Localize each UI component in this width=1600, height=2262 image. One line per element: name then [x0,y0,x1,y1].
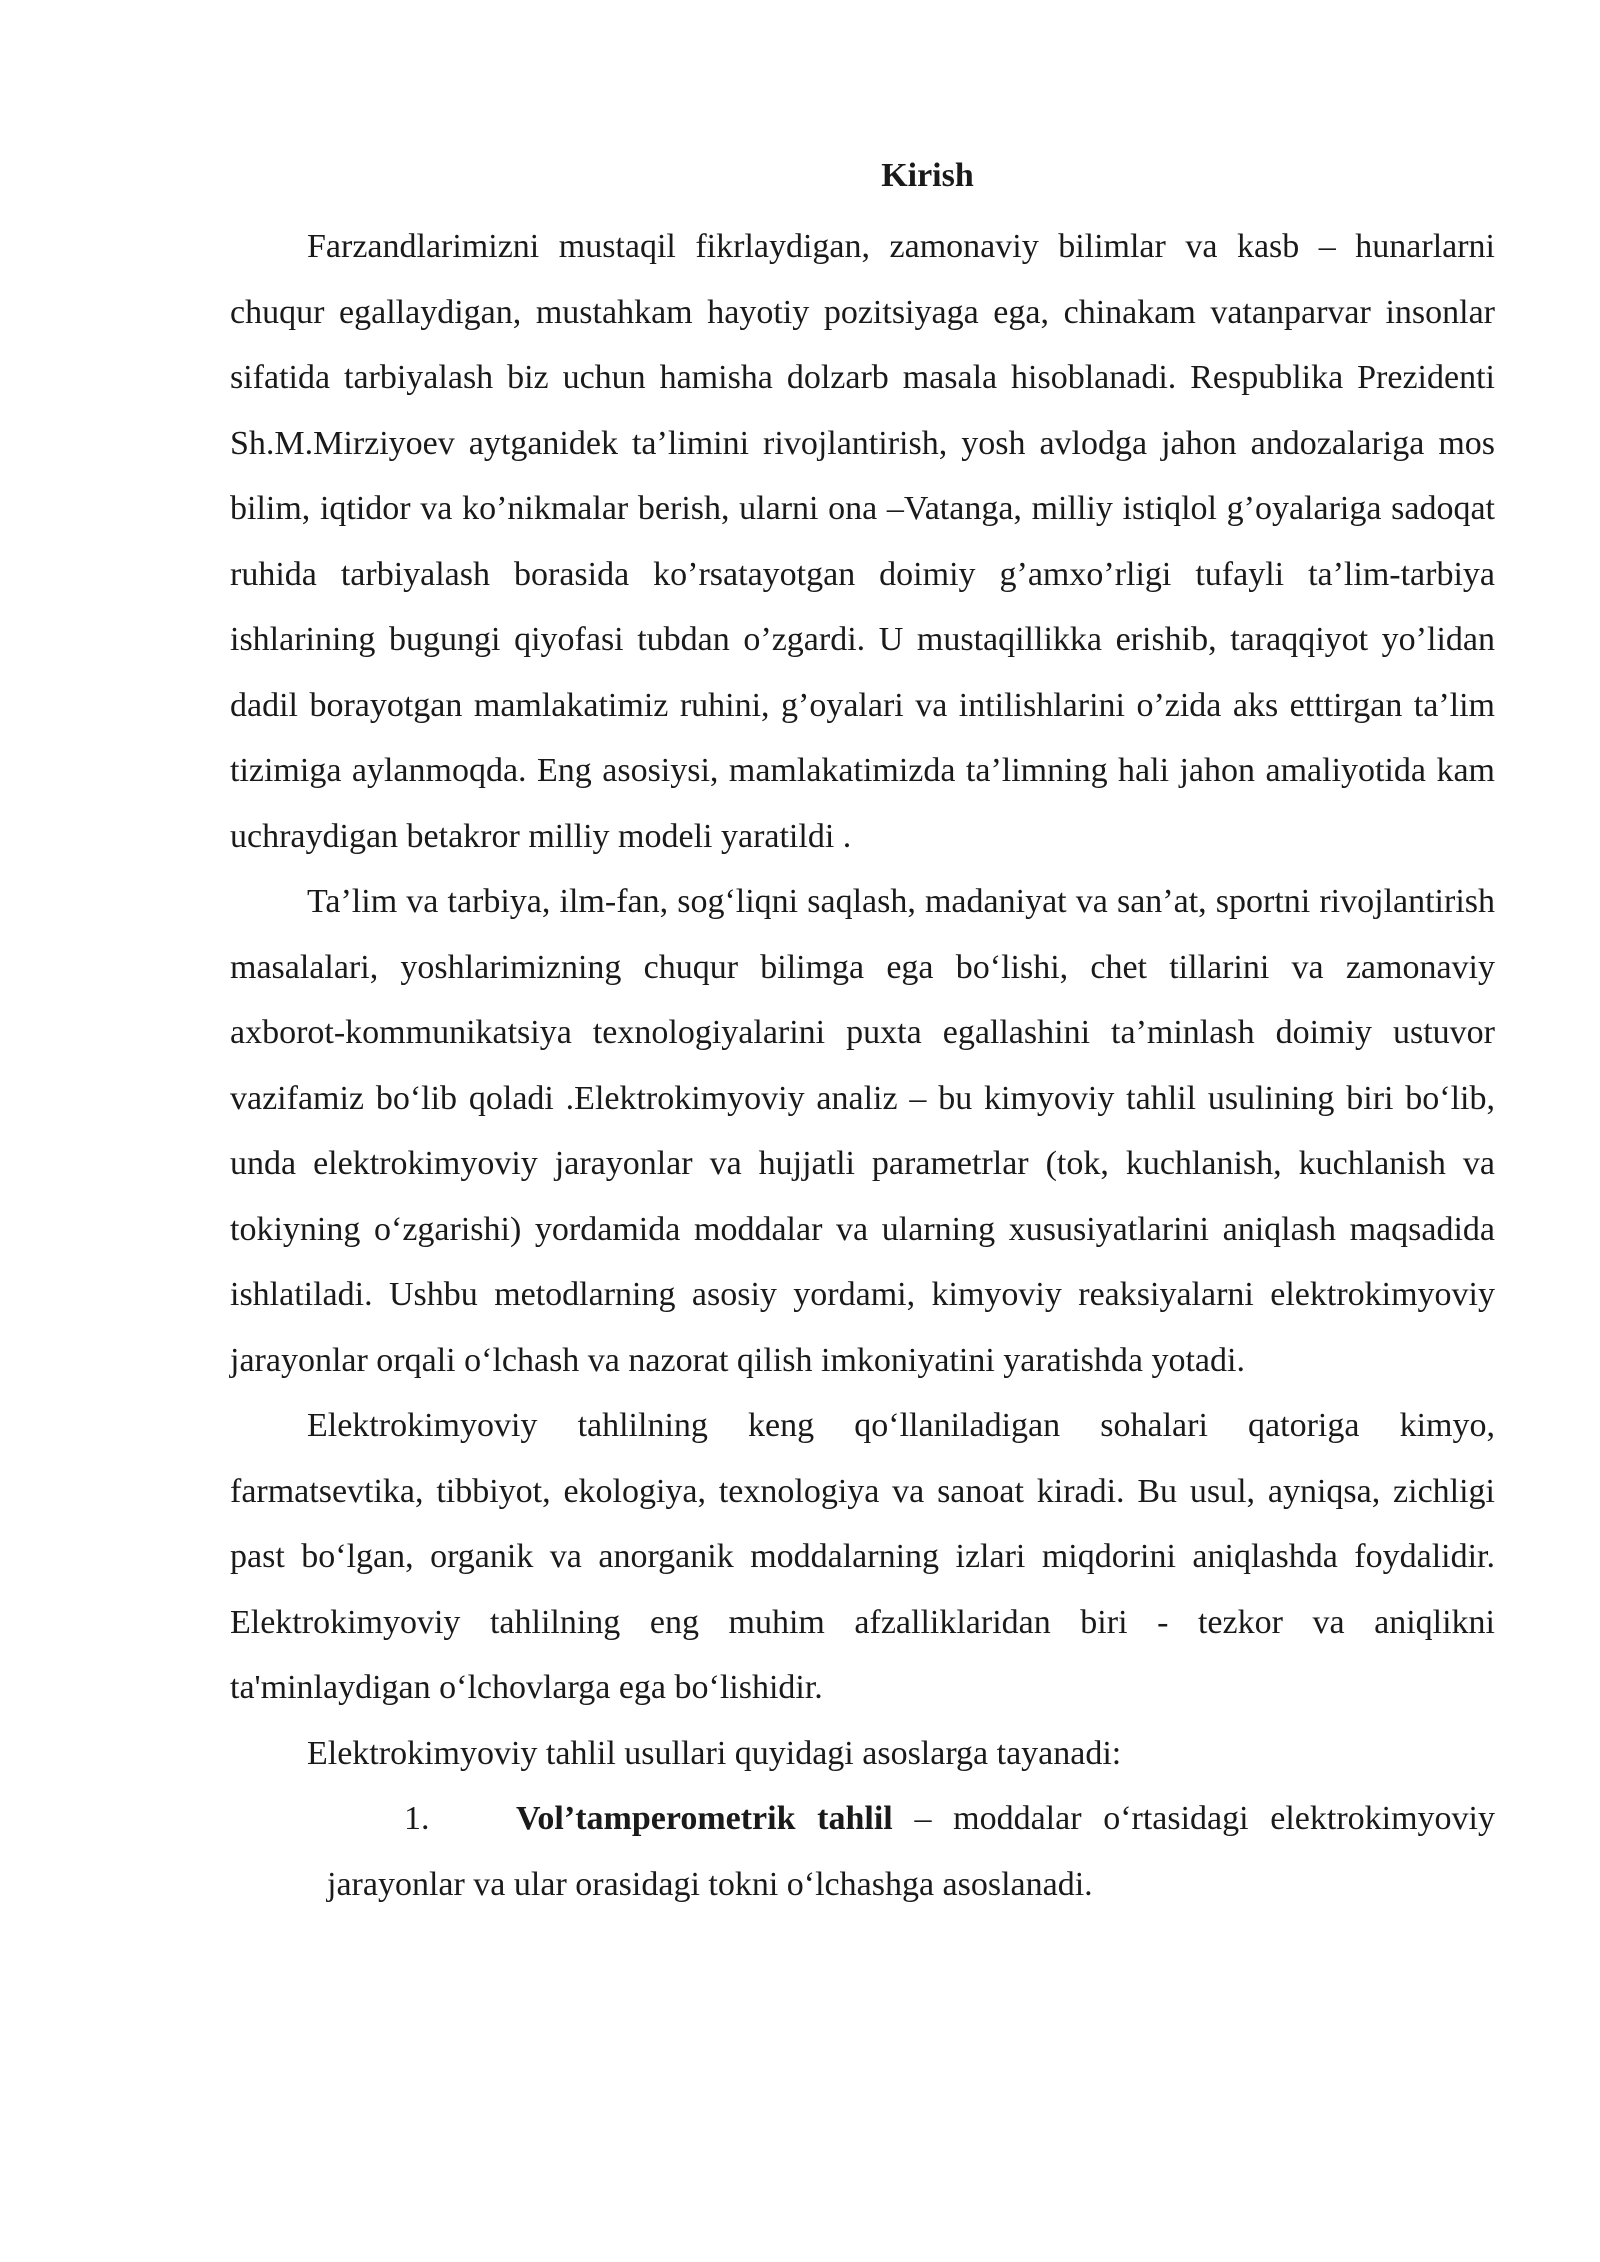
paragraph-1: Farzandlarimizni mustaqil fikrlaydigan, zamonaviy bilimlar va kasb – hunarlarni chuqur egallaydigan, mustahkam hayotiy pozitsiyaga ega, chinakam vatanparvar insonlar sifatida tarbiyalash biz uchun hamisha dolzarb masala hisoblanadi. Respublika Prezidenti Sh.M.Mirziyoev aytganidek ta’limini rivojlantirish, yosh avlodga jahon andozalariga mos bilim, iqtidor va ko’nikmalar berish, ularni ona –Vatanga, milliy istiqlol g’oyalariga sadoqat ruhida tarbiyalash borasida ko’rsatayotgan doimiy g’amxo’rligi tufayli ta’lim-tarbiya ishlarining bugungi qiyofasi tubdan o’zgardi. U mustaqillikka erishib, taraqqiyot yo’lidan dadil borayotgan mamlakatimiz ruhini, g’oyalari va intilishlarini o’zida aks etttirgan ta’lim tizimiga aylanmoqda. Eng asosiysi, mamlakatimizda ta’limning hali jahon amaliyotida kam uchraydigan betakror milliy modeli yaratildi . [230,228,1495,855]
document-page [230,148,1495,1917]
paragraph-4: Elektrokimyoviy tahlil usullari quyidagi asoslarga tayanadi: [307,1734,1122,1772]
document-title: Kirish [881,157,974,194]
paragraph-2: Ta’lim va tarbiya, ilm-fan, sog‘liqni saqlash, madaniyat va san’at, sportni rivojlantirish masalalari, yoshlarimizning chuqur bilimga ega bo‘lishi, chet tillarini va zamonaviy axborot-kommunikatsiya texnologiyalarini puxta egallashini ta’minlash doimiy ustuvor vazifamiz bo‘lib qoladi .Elektrokimyoviy analiz – bu kimyoviy tahlil usulining biri bo‘lib, unda elektrokimyoviy jarayonlar va hujjatli parametrlar (tok, kuchlanish, kuchlanish va tokiyning o‘zgarishi) yordamida moddalar va ularning xususiyatlarini aniqlash maqsadida ishlatiladi. Ushbu metodlarning asosiy yordami, kimyoviy reaksiyalarni elektrokimyoviy jarayonlar orqali o‘lchash va nazorat qilish imkoniyatini yaratishda yotadi. [230,883,1495,1379]
list-item-number: 1. [404,1800,430,1837]
list-item-text: – moddalar o‘rtasidagi elektrokimyoviy jarayonlar va ular orasidagi tokni o‘lchashga asoslanadi. [327,1800,1496,1903]
list-item-1 [230,1786,1495,1917]
list-item-term: Vol’tamperometrik tahlil [516,1800,893,1837]
paragraph-3: Elektrokimyoviy tahlilning keng qo‘llaniladigan sohalari qatoriga kimyo, farmatsevtika, tibbiyot, ekologiya, texnologiya va sanoat kiradi. Bu usul, ayniqsa, zichligi past bo‘lgan, organik va anorganik moddalarning izlari miqdorini aniqlashda foydalidir. Elektrokimyoviy tahlilning eng muhim afzalliklaridan biri - tezkor va aniqlikni ta'minlaydigan o‘lchovlarga ega bo‘lishidir. [230,1407,1495,1706]
